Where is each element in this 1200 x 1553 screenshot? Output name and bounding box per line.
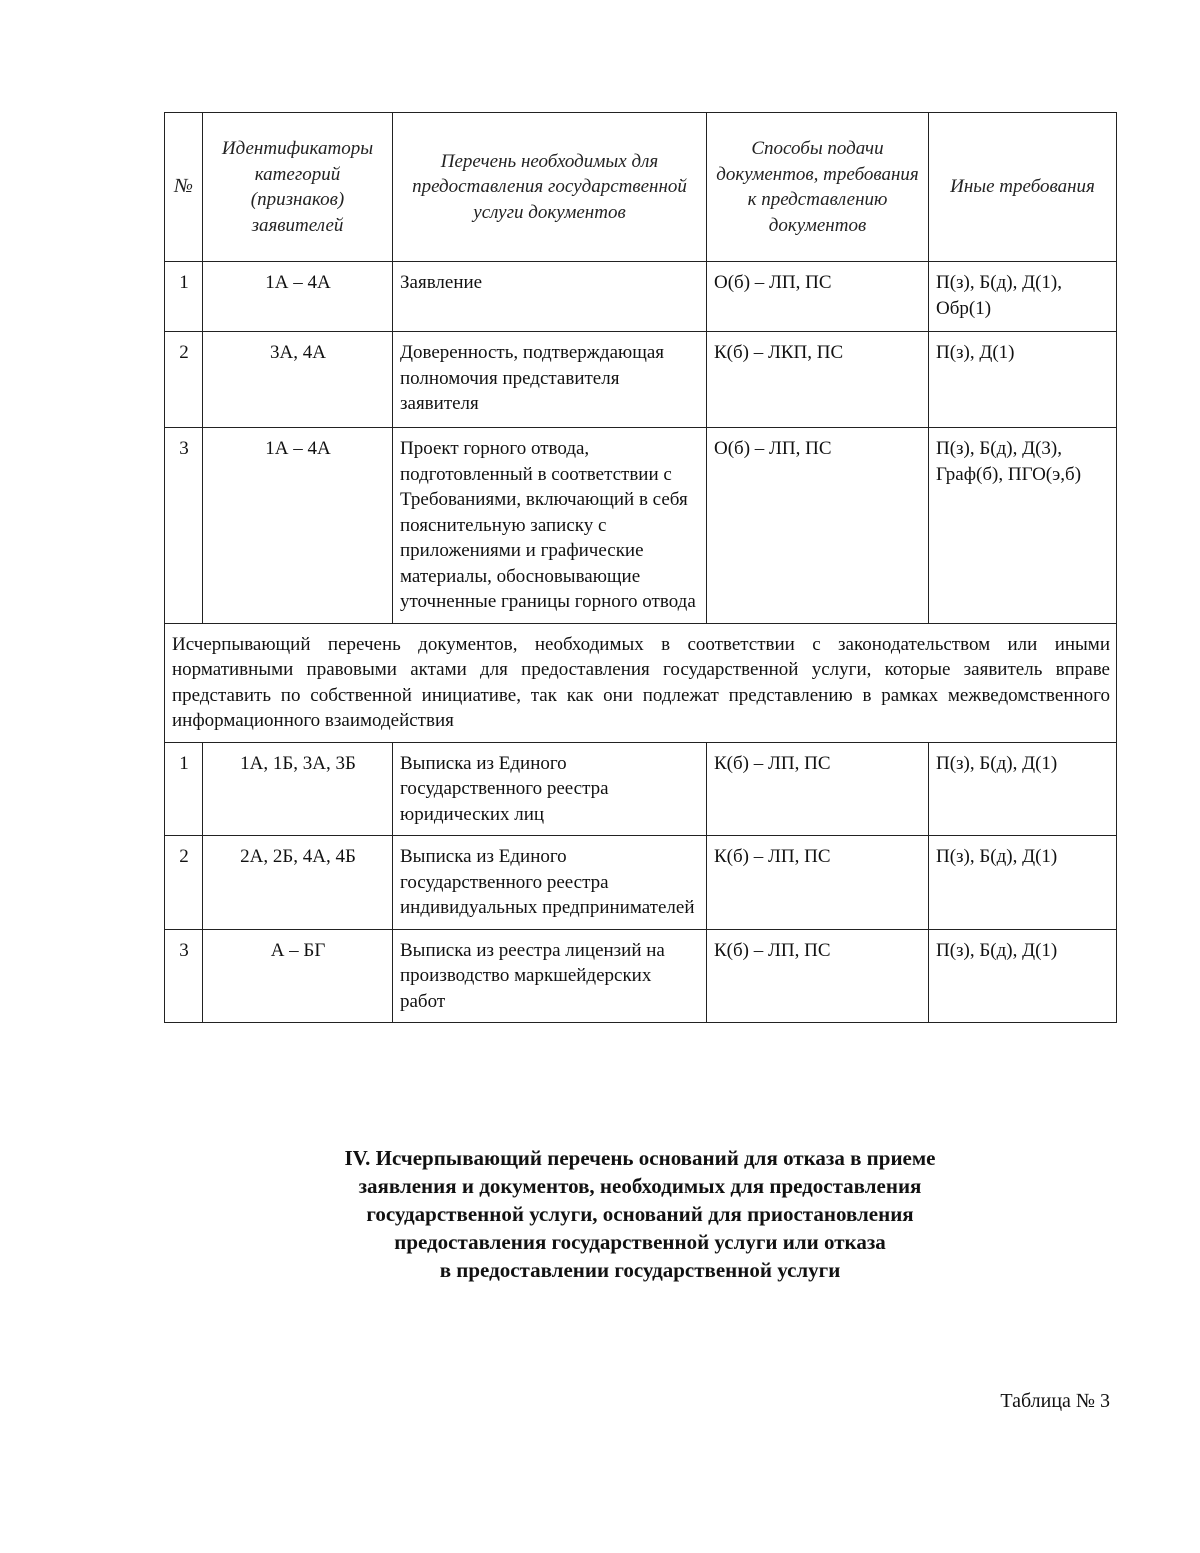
section-heading-line: IV. Исчерпывающий перечень оснований для отказа в приеме	[344, 1146, 936, 1170]
header-submission-methods: Способы подачи документов, требования к представлению документов	[707, 113, 929, 262]
section-heading	[240, 1144, 1040, 1284]
header-applicant-categories: Идентификаторы категорий (признаков) заявителей	[203, 113, 393, 262]
header-required-documents: Перечень необходимых для предоставления государственной услуги документов	[393, 113, 707, 262]
row-applicant-ids: 1А – 4А	[203, 428, 393, 624]
row-method: О(б) – ЛП, ПС	[707, 428, 929, 624]
documents-table	[164, 112, 1117, 1023]
row-number: 3	[165, 428, 203, 624]
header-other-requirements: Иные требования	[929, 113, 1117, 262]
row-other: П(з), Б(д), Д(1)	[929, 836, 1117, 930]
row-document: Проект горного отвода, подготовленный в соответствии с Требованиями, включающий в себя пояснительную записку с приложениями и графические материалы, обосновывающие уточненные границы горного отвода	[393, 428, 707, 624]
table-row	[165, 428, 1117, 624]
row-other: П(з), Б(д), Д(1)	[929, 742, 1117, 836]
table-row	[165, 836, 1117, 930]
row-document: Выписка из реестра лицензий на производство маркшейдерских работ	[393, 929, 707, 1023]
row-applicant-ids: 2А, 2Б, 4А, 4Б	[203, 836, 393, 930]
section-heading-line: государственной услуги, оснований для приостановления	[366, 1202, 914, 1226]
row-document: Заявление	[393, 262, 707, 332]
row-method: О(б) – ЛП, ПС	[707, 262, 929, 332]
row-method: К(б) – ЛКП, ПС	[707, 332, 929, 428]
row-other: П(з), Б(д), Д(3), Граф(б), ПГО(э,б)	[929, 428, 1117, 624]
row-number: 1	[165, 742, 203, 836]
row-other: П(з), Д(1)	[929, 332, 1117, 428]
row-method: К(б) – ЛП, ПС	[707, 742, 929, 836]
header-number: №	[165, 113, 203, 262]
optional-documents-note: Исчерпывающий перечень документов, необходимых в соответствии с законодательством или иными нормативными правовыми актами для предоставления государственной услуги, которые заявитель вправе представить по собственной инициативе, так как они подлежат представлению в рамках межведомственного информационного взаимодействия	[165, 623, 1117, 742]
row-applicant-ids: 1А – 4А	[203, 262, 393, 332]
row-number: 2	[165, 332, 203, 428]
row-number: 1	[165, 262, 203, 332]
row-method: К(б) – ЛП, ПС	[707, 836, 929, 930]
row-document: Доверенность, подтверждающая полномочия представителя заявителя	[393, 332, 707, 428]
section-heading-line: заявления и документов, необходимых для предоставления	[358, 1174, 922, 1198]
row-applicant-ids: 1А, 1Б, 3А, 3Б	[203, 742, 393, 836]
row-other: П(з), Б(д), Д(1), Обр(1)	[929, 262, 1117, 332]
row-document: Выписка из Единого государственного реестра индивидуальных предпринимателей	[393, 836, 707, 930]
row-number: 3	[165, 929, 203, 1023]
table-caption: Таблица № 3	[1000, 1390, 1110, 1412]
row-other: П(з), Б(д), Д(1)	[929, 929, 1117, 1023]
row-number: 2	[165, 836, 203, 930]
table-row	[165, 332, 1117, 428]
table-row	[165, 929, 1117, 1023]
section-heading-line: в предоставлении государственной услуги	[439, 1258, 841, 1282]
table-note-row	[165, 623, 1117, 742]
row-applicant-ids: 3А, 4А	[203, 332, 393, 428]
table-header-row	[165, 113, 1117, 262]
table-row	[165, 742, 1117, 836]
row-applicant-ids: А – БГ	[203, 929, 393, 1023]
row-document: Выписка из Единого государственного реестра юридических лиц	[393, 742, 707, 836]
row-method: К(б) – ЛП, ПС	[707, 929, 929, 1023]
section-heading-line: предоставления государственной услуги или отказа	[394, 1230, 886, 1254]
table-row	[165, 262, 1117, 332]
